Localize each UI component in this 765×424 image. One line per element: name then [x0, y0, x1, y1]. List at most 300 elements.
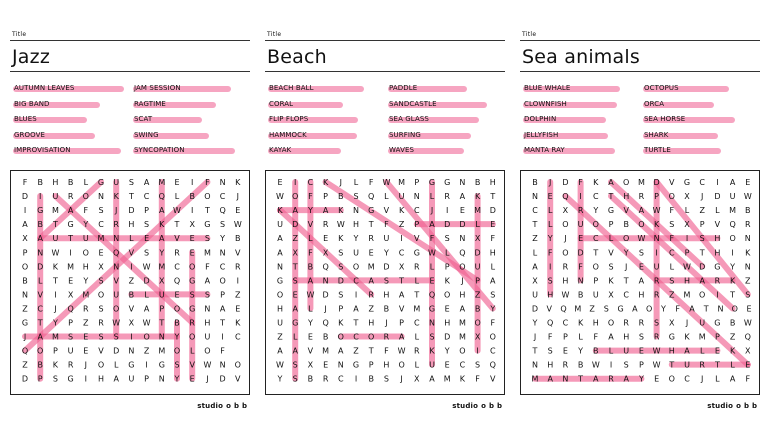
grid-letter: S	[52, 374, 58, 384]
grid-letter: W	[428, 248, 436, 258]
grid-letter: N	[219, 360, 226, 370]
grid-letter: V	[608, 248, 614, 258]
grid-letter: T	[128, 192, 134, 202]
grid-letter: E	[174, 290, 180, 300]
grid-letter: X	[159, 276, 165, 286]
grid-letter: Z	[22, 304, 28, 314]
grid-letter: J	[400, 374, 403, 384]
grid-letter: H	[489, 248, 496, 258]
grid-letter: B	[474, 178, 481, 187]
grid-letter: R	[83, 304, 89, 314]
grid-letter: Z	[589, 304, 595, 314]
grid-letter: A	[204, 276, 211, 286]
grid-letter: Z	[128, 276, 135, 286]
grid-letter: Z	[83, 318, 89, 328]
brand-text: studio	[197, 402, 224, 410]
grid-letter: B	[729, 318, 736, 328]
grid-letter: I	[400, 234, 403, 244]
word-label: JAM SESSION	[134, 84, 181, 92]
grid-letter: R	[608, 374, 614, 384]
grid-letter: H	[368, 318, 375, 328]
grid-letter: A	[219, 304, 226, 314]
word-label: SWING	[134, 130, 159, 139]
brand-text: studio	[707, 402, 734, 410]
grid-letter: K	[459, 374, 466, 384]
grid-letter: D	[21, 192, 29, 202]
grid-letter: F	[745, 374, 751, 384]
grid-letter: M	[158, 178, 166, 187]
grid-letter: C	[353, 276, 359, 286]
grid-letter: R	[444, 192, 450, 202]
grid-letter: S	[338, 248, 344, 258]
grid-letter: E	[547, 192, 553, 202]
grid-letter: G	[189, 276, 196, 286]
grid-letter: O	[82, 248, 89, 258]
grid-letter: A	[593, 374, 599, 384]
grid-letter: G	[37, 206, 44, 216]
grid-letter: E	[307, 332, 313, 342]
grid-letter: H	[82, 262, 89, 272]
grid-letter: N	[219, 178, 226, 187]
grid-letter: E	[714, 346, 720, 356]
grid-letter: M	[398, 178, 406, 187]
grid-letter: K	[608, 276, 614, 286]
grid-letter: R	[322, 220, 329, 230]
word-list-item	[389, 100, 437, 109]
grid-letter: A	[638, 276, 645, 286]
grid-letter: L	[414, 360, 420, 370]
grid-letter: C	[699, 178, 705, 187]
grid-letter: Y	[307, 206, 313, 216]
grid-letter: L	[189, 346, 195, 356]
grid-letter: I	[23, 206, 27, 216]
grid-letter: I	[655, 248, 658, 258]
grid-letter: S	[547, 346, 553, 356]
grid-letter: O	[189, 262, 196, 272]
grid-letter: N	[37, 248, 44, 258]
word-label: DOLPHIN	[524, 115, 557, 123]
grid-letter: U	[128, 374, 135, 384]
divider	[10, 40, 250, 41]
grid-letter: X	[474, 332, 481, 342]
grid-letter: P	[608, 220, 614, 230]
grid-letter: G	[128, 360, 135, 370]
grid-letter: P	[714, 332, 720, 342]
grid-letter: T	[703, 304, 709, 314]
grid-letter: C	[353, 332, 359, 342]
letter-grid-svg	[11, 171, 249, 394]
grid-letter: U	[623, 346, 630, 356]
grid-letter: A	[532, 262, 538, 272]
word-list-item	[524, 84, 570, 93]
grid-letter: A	[292, 206, 298, 216]
word-list-item	[14, 131, 45, 140]
word-list-item	[269, 146, 291, 155]
grid-letter: I	[716, 290, 719, 300]
grid-letter: P	[22, 248, 28, 258]
word-label: SCAT	[134, 115, 153, 123]
grid-letter: B	[307, 374, 314, 384]
grid-letter: K	[429, 346, 435, 356]
grid-letter: L	[414, 332, 420, 342]
grid-letter: P	[399, 318, 405, 328]
grid-letter: Y	[490, 304, 496, 314]
grid-letter: A	[459, 192, 466, 202]
grid-letter: A	[429, 374, 435, 384]
grid-letter: E	[562, 346, 568, 356]
grid-letter: G	[444, 178, 451, 187]
grid-letter: I	[130, 332, 133, 342]
grid-letter: A	[277, 346, 283, 356]
brand-text: studio	[452, 402, 479, 410]
grid-letter: R	[714, 276, 721, 286]
grid-letter: V	[714, 220, 721, 230]
grid-letter: A	[307, 276, 314, 286]
grid-letter: L	[475, 220, 480, 230]
grid-letter: B	[532, 178, 538, 187]
grid-letter: O	[699, 290, 706, 300]
grid-letter: N	[459, 178, 466, 187]
grid-letter: T	[220, 318, 226, 328]
grid-letter: Y	[277, 374, 283, 384]
grid-letter: L	[414, 276, 420, 286]
grid-letter: S	[292, 276, 298, 286]
grid-letter: E	[638, 262, 644, 272]
grid-letter: D	[531, 304, 539, 314]
grid-letter: A	[632, 304, 638, 314]
word-list-item	[644, 146, 671, 155]
grid-letter: F	[593, 332, 599, 342]
grid-letter: L	[308, 304, 313, 314]
grid-letter: P	[52, 346, 58, 356]
grid-letter: Q	[459, 248, 466, 258]
grid-letter: I	[731, 248, 734, 258]
grid-letter: J	[206, 374, 209, 384]
grid-letter: O	[21, 262, 29, 272]
grid-letter: A	[729, 178, 736, 187]
grid-letter: S	[745, 290, 751, 300]
grid-letter: E	[189, 234, 195, 244]
grid-letter: Y	[593, 206, 599, 216]
grid-letter: C	[684, 374, 690, 384]
grid-letter: Y	[220, 234, 226, 244]
grid-letter: M	[474, 206, 482, 216]
grid-letter: N	[717, 304, 724, 314]
grid-letter: A	[638, 206, 645, 216]
word-list-item	[134, 84, 181, 93]
letter-grid	[265, 170, 505, 395]
grid-letter: R	[383, 332, 390, 342]
grid-letter: C	[593, 234, 599, 244]
grid-letter: C	[219, 262, 226, 272]
grid-letter: E	[745, 360, 751, 370]
grid-letter: X	[128, 318, 135, 328]
grid-letter: E	[429, 276, 435, 286]
grid-letter: L	[608, 346, 614, 356]
grid-letter: N	[277, 262, 283, 272]
grid-letter: M	[51, 332, 59, 342]
grid-letter: N	[577, 276, 584, 286]
grid-letter: A	[159, 234, 165, 244]
grid-letter: S	[292, 360, 298, 370]
grid-letter: L	[429, 192, 435, 202]
grid-letter: S	[547, 276, 553, 286]
grid-letter: P	[37, 374, 43, 384]
grid-letter: U	[113, 178, 120, 187]
word-list-item	[269, 100, 293, 109]
grid-letter: A	[277, 248, 283, 258]
grid-letter: Y	[532, 318, 538, 328]
grid-letter: B	[67, 178, 74, 187]
grid-letter: X	[562, 206, 569, 216]
grid-letter: C	[235, 332, 241, 342]
grid-letter: C	[623, 290, 629, 300]
grid-letter: O	[368, 332, 375, 342]
grid-letter: M	[413, 304, 421, 314]
grid-letter: A	[699, 276, 705, 286]
word-list	[10, 84, 250, 164]
grid-letter: O	[173, 304, 181, 314]
grid-letter: R	[653, 290, 660, 300]
grid-letter: V	[490, 374, 496, 384]
grid-letter: T	[353, 318, 359, 328]
grid-letter: H	[547, 290, 554, 300]
grid-letter: R	[577, 206, 584, 216]
grid-letter: Q	[489, 360, 496, 370]
grid-letter: N	[337, 360, 344, 370]
grid-letter: H	[683, 276, 691, 286]
grid-letter: M	[322, 346, 330, 356]
word-list-item	[269, 84, 314, 93]
grid-letter: C	[669, 248, 675, 258]
grid-letter: R	[623, 318, 629, 328]
grid-letter: P	[414, 220, 420, 230]
grid-letter: H	[668, 346, 675, 356]
grid-letter: F	[490, 234, 496, 244]
grid-letter: Y	[660, 304, 666, 314]
grid-letter: N	[128, 346, 135, 356]
grid-letter: E	[83, 332, 89, 342]
grid-letter: A	[608, 332, 614, 342]
grid-letter: G	[607, 206, 615, 216]
grid-letter: L	[292, 332, 298, 342]
grid-letter: E	[277, 178, 283, 187]
grid-letter: K	[322, 178, 329, 187]
grid-letter: Z	[143, 346, 150, 356]
grid-letter: Y	[638, 374, 644, 384]
grid-letter: W	[652, 206, 661, 216]
grid-letter: O	[474, 318, 481, 328]
divider	[520, 40, 760, 41]
grid-letter: R	[113, 220, 119, 230]
grid-letter: K	[577, 318, 584, 328]
grid-letter: N	[219, 248, 226, 258]
grid-letter: G	[276, 276, 284, 286]
grid-letter: S	[174, 360, 180, 370]
grid-letter: F	[675, 304, 680, 314]
grid-letter: I	[84, 374, 87, 384]
grid-letter: K	[729, 346, 736, 356]
grid-letter: D	[444, 220, 451, 230]
grid-letter: P	[220, 290, 226, 300]
grid-letter: T	[608, 192, 614, 202]
grid-letter: V	[128, 304, 135, 314]
grid-letter: M	[458, 318, 466, 328]
grid-letter: Q	[67, 304, 74, 314]
grid-letter: H	[97, 374, 105, 384]
grid-letter: O	[668, 374, 675, 384]
grid-letter: I	[236, 276, 239, 286]
word-list-item	[644, 115, 685, 124]
grid-letter: W	[382, 178, 391, 187]
grid-letter: Q	[173, 276, 181, 286]
grid-letter: C	[414, 206, 420, 216]
grid-letter: C	[459, 360, 466, 370]
grid-letter: E	[746, 304, 752, 314]
grid-letter: R	[414, 262, 420, 272]
grid-letter: I	[716, 178, 719, 187]
grid-letter: L	[669, 262, 675, 272]
grid-letter: Q	[322, 262, 329, 272]
word-label: JELLYFISH	[524, 130, 559, 139]
grid-letter: L	[429, 262, 435, 272]
grid-letter: Q	[158, 192, 165, 202]
grid-letter: K	[444, 276, 450, 286]
grid-letter: G	[668, 332, 675, 342]
word-list-item	[269, 115, 308, 124]
grid-letter: C	[490, 346, 496, 356]
grid-letter: A	[67, 206, 74, 216]
grid-letter: K	[593, 178, 599, 187]
grid-letter: O	[731, 304, 738, 314]
grid-letter: T	[532, 220, 538, 230]
grid-letter: L	[83, 178, 89, 187]
grid-letter: O	[143, 332, 150, 342]
grid-letter: L	[684, 206, 690, 216]
word-list-item	[14, 146, 71, 155]
grid-letter: R	[653, 332, 660, 342]
grid-letter: B	[745, 206, 751, 216]
grid-letter: P	[562, 332, 568, 342]
grid-letter: S	[383, 374, 389, 384]
grid-letter: Y	[159, 248, 165, 258]
grid-letter: R	[98, 318, 104, 328]
grid-letter: N	[113, 262, 120, 272]
grid-letter: H	[276, 304, 284, 314]
grid-letter: N	[653, 234, 660, 244]
grid-letter: T	[414, 290, 420, 300]
grid-letter: U	[204, 332, 211, 342]
grid-letter: M	[443, 374, 451, 384]
grid-letter: J	[324, 304, 327, 314]
grid-letter: T	[593, 248, 599, 258]
grid-letter: I	[54, 290, 57, 300]
grid-letter: E	[745, 178, 751, 187]
grid-letter: W	[276, 192, 284, 202]
grid-letter: S	[144, 248, 150, 258]
grid-letter: N	[158, 332, 165, 342]
grid-letter: D	[699, 262, 706, 272]
grid-letter: D	[219, 374, 226, 384]
grid-letter: X	[474, 234, 481, 244]
grid-letter: Y	[623, 248, 629, 258]
grid-letter: B	[474, 304, 481, 314]
grid-letter: W	[142, 318, 151, 328]
grid-letter: Y	[730, 262, 736, 272]
grid-letter: J	[701, 374, 704, 384]
grid-letter: Y	[52, 318, 58, 328]
grid-letter: J	[549, 178, 552, 187]
grid-letter: A	[689, 304, 695, 314]
grid-letter: V	[414, 234, 420, 244]
word-label: IMPROVISATION	[14, 146, 71, 154]
grid-letter: D	[444, 332, 451, 342]
grid-letter: K	[684, 332, 690, 342]
grid-letter: E	[189, 248, 195, 258]
grid-letter: M	[203, 248, 211, 258]
word-list-item	[389, 146, 414, 155]
grid-letter: G	[428, 178, 436, 187]
grid-letter: E	[490, 220, 496, 230]
grid-letter: H	[592, 318, 599, 328]
divider	[10, 71, 250, 72]
grid-letter: D	[474, 248, 481, 258]
grid-letter: A	[37, 332, 43, 342]
grid-letter: B	[623, 220, 629, 230]
grid-letter: R	[414, 346, 420, 356]
grid-letter: N	[113, 234, 120, 244]
word-label: WAVES	[389, 146, 415, 154]
grid-letter: B	[322, 332, 329, 342]
grid-letter: A	[338, 346, 344, 356]
grid-letter: N	[322, 276, 329, 286]
grid-letter: X	[684, 220, 690, 230]
grid-letter: Q	[729, 220, 736, 230]
grid-letter: Y	[174, 374, 180, 384]
grid-letter: M	[531, 374, 539, 384]
grid-letter: Q	[368, 192, 375, 202]
grid-letter: U	[532, 290, 538, 300]
grid-letter: B	[383, 304, 390, 314]
grid-letter: Y	[578, 346, 584, 356]
grid-letter: P	[368, 360, 374, 370]
grid-letter: C	[143, 192, 150, 202]
grid-letter: M	[683, 290, 691, 300]
grid-letter: B	[577, 360, 584, 370]
grid-letter: F	[22, 178, 28, 187]
grid-letter: O	[292, 192, 299, 202]
grid-letter: L	[144, 290, 149, 300]
grid-letter: B	[37, 360, 43, 370]
grid-letter: D	[322, 290, 329, 300]
grid-letter: P	[654, 192, 660, 202]
grid-letter: I	[221, 332, 224, 342]
grid-letter: P	[68, 318, 74, 328]
grid-letter: Y	[353, 234, 359, 244]
grid-letter: M	[637, 178, 645, 187]
grid-letter: S	[444, 234, 450, 244]
grid-letter: R	[699, 360, 705, 370]
word-list-item	[644, 131, 668, 140]
grid-letter: N	[429, 318, 435, 328]
grid-letter: Z	[729, 332, 736, 342]
grid-letter: Y	[383, 248, 389, 258]
grid-letter: M	[158, 262, 166, 272]
grid-letter: G	[352, 360, 360, 370]
grid-letter: C	[174, 262, 180, 272]
grid-letter: A	[322, 206, 329, 216]
grid-letter: X	[98, 262, 104, 272]
